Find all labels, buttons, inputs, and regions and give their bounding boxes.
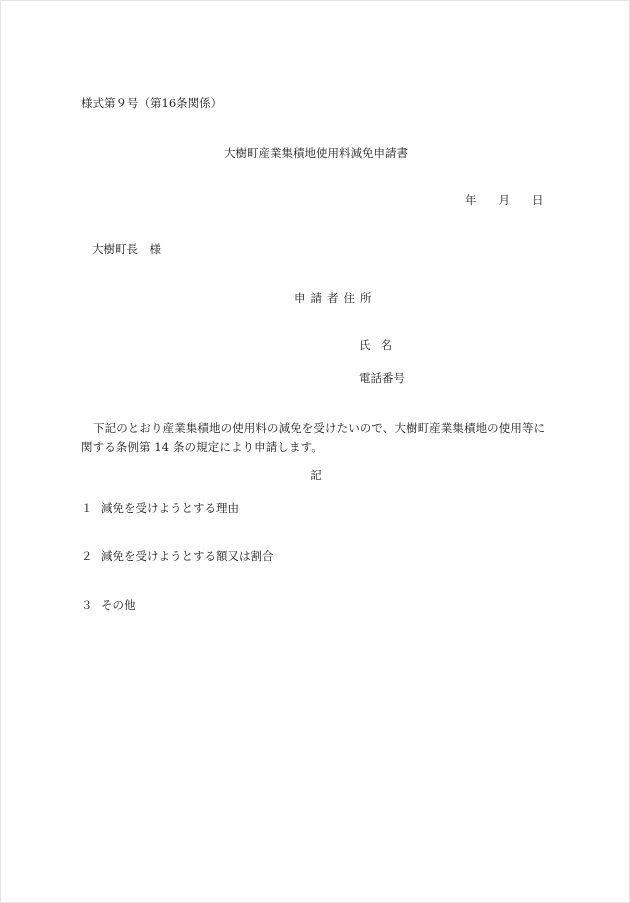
date-day-label: 日 xyxy=(532,193,544,207)
addressee: 大樹町長 様 xyxy=(92,242,161,256)
body-paragraph: 下記のとおり産業集積地の使用料の減免を受けたいので、大樹町産業集積地の使用等に関する条例第 14 条の規定により申請します。 xyxy=(81,421,546,454)
applicant-address-label: 申請者住所 xyxy=(294,291,377,305)
date-year-label: 年 xyxy=(465,193,477,207)
applicant-phone-label: 電話番号 xyxy=(359,371,405,385)
list-item-text: 減免を受けようとする理由 xyxy=(101,501,239,515)
document-title: 大樹町産業集積地使用料減免申請書 xyxy=(224,146,408,160)
date-month-label: 月 xyxy=(498,193,510,207)
ki-heading: 記 xyxy=(310,468,322,482)
list-item-text: 減免を受けようとする額又は割合 xyxy=(101,549,274,563)
list-item xyxy=(81,551,274,563)
list-item-text: その他 xyxy=(101,598,136,612)
list-item-number: ３ xyxy=(81,598,93,612)
list-item xyxy=(81,600,136,612)
list-item-number: ２ xyxy=(81,549,93,563)
form-number: 様式第９号（第16条関係） xyxy=(81,96,223,110)
date-line xyxy=(465,195,544,207)
list-item-number: １ xyxy=(81,501,93,515)
list-item xyxy=(81,503,239,515)
applicant-name-label: 氏名 xyxy=(359,338,402,352)
